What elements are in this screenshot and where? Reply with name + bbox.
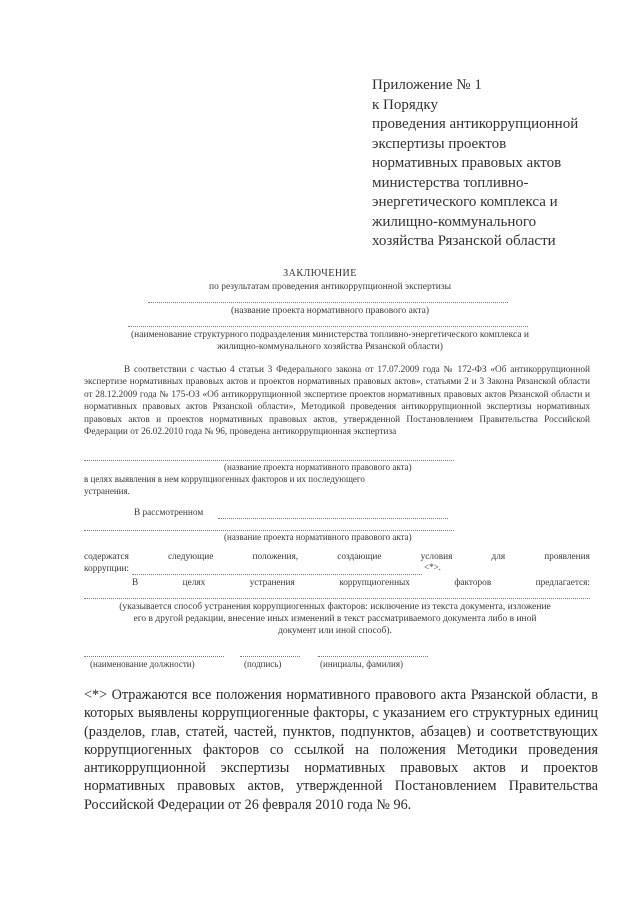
purpose-line: устранения. — [84, 486, 130, 496]
word: проявления — [544, 552, 590, 562]
appendix-line: экспертизы проектов — [372, 135, 507, 152]
word: следующие — [168, 552, 214, 562]
sig-signature-caption: (подпись) — [244, 659, 282, 669]
appendix-line: энергетического комплекса и — [372, 194, 558, 210]
caption-project-name-3: (название проекта нормативного правового акта) — [224, 532, 412, 542]
appendix-line: Приложение № 1 — [372, 77, 482, 93]
word: для — [491, 552, 506, 562]
conclusion-subtitle: по результатам проведения антикоррупционной экспертизы — [209, 282, 451, 292]
word: создающие — [337, 552, 382, 562]
fill-line — [84, 598, 590, 599]
method-caption: документ или иной способ). — [278, 626, 392, 636]
appendix-block — [372, 76, 622, 252]
signature-line — [84, 656, 224, 657]
word: условия — [420, 552, 453, 562]
fill-line — [128, 326, 528, 327]
conclusion-title: ЗАКЛЮЧЕНИЕ — [283, 268, 357, 279]
sig-initials-caption: (инициалы, фамилия) — [320, 659, 403, 669]
word: факторов — [454, 578, 492, 588]
word: предлагается: — [535, 578, 590, 588]
appendix-line: проведения антикоррупционной — [372, 116, 579, 132]
footnote-mark: <*>. — [424, 562, 441, 572]
fill-line — [218, 518, 448, 519]
signature-line — [240, 656, 300, 657]
footnote-text: <*> Отражаются все положения нормативного правового акта Рязанской области, в которых выявлены коррупциогенные факторы, с указанием его структурных единиц (разделов, глав, статей, частей, пунктов, подпунктов, абзацев) и соответствующих коррупциогенных факторов со ссылкой на положения Методики проведения антикоррупционной экспертизы нормативных правовых актов и проектов нормативных правовых актов, утвержденной Постановлением Правительства Российской Федерации от 26 февраля 2010 года № 96. — [84, 687, 598, 813]
main-paragraph — [84, 364, 590, 438]
caption-subdivision: (наименование структурного подразделения министерства топливно-энергетического комплекса и — [131, 330, 529, 340]
caption-project-name: (название проекта нормативного правового акта) — [230, 306, 430, 316]
fill-line — [132, 574, 422, 575]
purpose-line: в целях выявления в нем коррупциогенных факторов и их последующего — [84, 474, 365, 484]
contains-line — [84, 552, 590, 562]
word: положения, — [252, 552, 299, 562]
word: целях — [182, 578, 206, 588]
method-caption: его в другой редакции, внесение иных изменений в текст рассматриваемого документа либо в иной — [133, 614, 537, 624]
method-caption: (указывается способ устранения коррупциогенных факторов: исключение из текста документа, изложение — [119, 602, 551, 612]
in-review-label: В рассмотренном — [134, 508, 204, 518]
word: коррупциогенных — [339, 578, 410, 588]
appendix-line: к Порядку — [372, 96, 438, 113]
fill-line — [148, 302, 508, 303]
elimination-line — [132, 578, 590, 588]
signature-line — [318, 656, 428, 657]
word: В — [132, 578, 139, 588]
caption-subdivision: жилищно-коммунального хозяйства Рязанской области) — [217, 342, 443, 352]
main-paragraph-text: В соответствии с частью 4 статьи 3 Федерального закона от 17.07.2009 года № 172-ФЗ «Об антикоррупционной экспертизе нормативных правовых актов и проектов нормативных правовых актов», статьями 2 и 3 Закона Рязанской области от 28.12.2009 года № 175-ОЗ «Об антикоррупционной экспертизе проектов нормативных правовых актов Рязанской области и нормативных правовых актов Рязанской области», Методикой проведения антикоррупционной экспертизы нормативных правовых актов и проектов нормативных правовых актов, утвержденной Постановлением Правительства Российской Федерации от 26.02.2010 года № 96, проведена антикоррупционная экспертиза — [84, 365, 590, 438]
word: устранения — [249, 578, 295, 588]
appendix-line: министерства топливно- — [372, 174, 529, 191]
caption-project-name-2: (название проекта нормативного правового акта) — [224, 462, 412, 472]
fill-line — [84, 460, 454, 461]
appendix-line: хозяйства Рязанской области — [372, 233, 556, 249]
corruption-label: коррупции: — [84, 564, 129, 574]
sig-position-caption: (наименование должности) — [90, 659, 195, 669]
word: содержатся — [84, 552, 129, 562]
appendix-line: жилищно-коммунального — [372, 213, 537, 230]
fill-line — [84, 530, 454, 531]
appendix-line: нормативных правовых актов — [372, 155, 562, 171]
